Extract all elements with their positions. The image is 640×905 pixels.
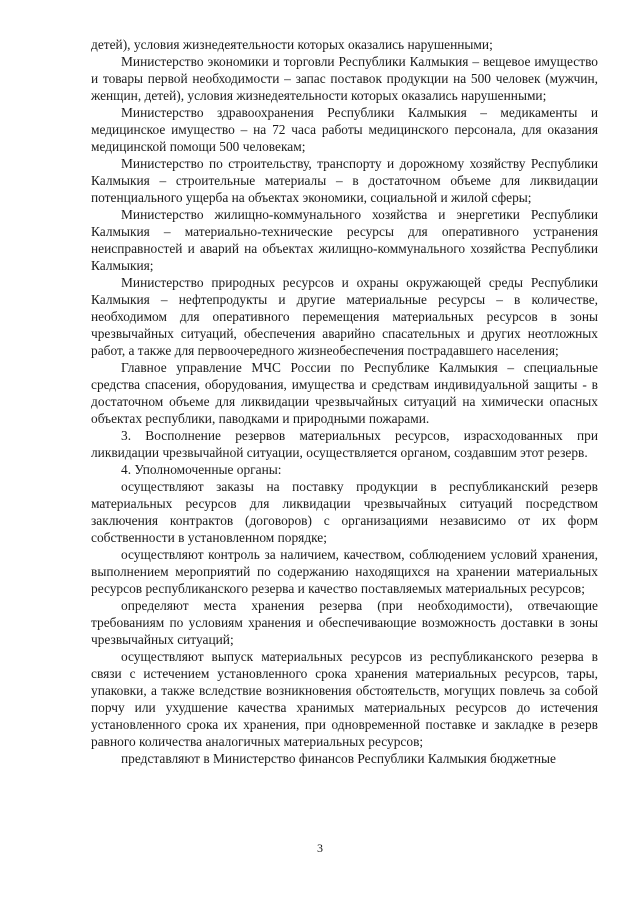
paragraph-emercom: Главное управление МЧС России по Республике Калмыкия – специальные средства спасения, оборудования, имущества и средствам индивидуальной защиты - в достаточном объеме для ликвидации чрезвычайных ситуаций на химически опасных объектах республики, паводками и природными пожарами. — [91, 360, 598, 426]
paragraph-ministry-economy: Министерство экономики и торговли Республики Калмыкия – вещевое имущество и товары первой необходимости – запас поставок продукции на 500 человек (мужчин, женщин, детей), условия жизнедеятельности которых оказались нарушенными; — [91, 54, 598, 103]
paragraph-continuation: детей), условия жизнедеятельности которых оказались нарушенными; — [91, 37, 493, 52]
paragraph-storage-places: определяют места хранения резерва (при необходимости), отвечающие требованиям по условиям хранения и обеспечивающие возможность доставки в зоны чрезвычайных ситуаций; — [91, 598, 598, 647]
paragraph-item-4: 4. Уполномоченные органы: — [121, 462, 282, 477]
paragraph-orders: осуществляют заказы на поставку продукции в республиканский резерв материальных ресурсов для ликвидации чрезвычайных ситуаций посредством заключения контрактов (договоров) с организациями независимо от их форм собственности в установленном порядке; — [91, 479, 598, 545]
paragraph-ministry-natural-resources: Министерство природных ресурсов и охраны окружающей среды Республики Калмыкия – нефтепродукты и другие материальные ресурсы – в количестве, необходимом для оперативного перемещения материальных ресурсов в зоны чрезвычайных ситуаций, обеспечения аварийно спасательных и других неотложных работ, а также для первоочередного жизнеобеспечения пострадавшего населения; — [91, 275, 598, 358]
paragraph-ministry-housing: Министерство жилищно-коммунального хозяйства и энергетики Республики Калмыкия – материально-технические ресурсы для оперативного устранения неисправностей и аварий на объектах жилищно-коммунального хозяйства Республики Калмыкия; — [91, 207, 598, 273]
paragraph-ministry-health: Министерство здравоохранения Республики Калмыкия – медикаменты и медицинское имущество – на 72 часа работы медицинского персонала, для оказания медицинской помощи 500 человекам; — [91, 105, 598, 154]
body-text — [91, 36, 598, 767]
paragraph-reports: представляют в Министерство финансов Республики Калмыкия бюджетные — [121, 751, 556, 766]
paragraph-item-3: 3. Восполнение резервов материальных ресурсов, израсходованных при ликвидации чрезвычайной ситуации, осуществляется органом, создавшим этот резерв. — [91, 428, 598, 460]
paragraph-control: осуществляют контроль за наличием, качеством, соблюдением условий хранения, выполнением мероприятий по содержанию находящихся на хранении материальных ресурсов республиканского резерва и качество поставляемых материальных ресурсов; — [91, 547, 598, 596]
paragraph-ministry-construction: Министерство по строительству, транспорту и дорожному хозяйству Республики Калмыкия – строительные материалы – в достаточном объеме для ликвидации потенциального ущерба на объектах экономики, социальной и жилой сферы; — [91, 156, 598, 205]
page-number: 3 — [317, 841, 323, 855]
paragraph-release: осуществляют выпуск материальных ресурсов из республиканского резерва в связи с истечением установленного срока хранения материальных ресурсов, тары, упаковки, а также вследствие возникновения обстоятельств, могущих повлечь за собой порчу или ухудшение качества хранимых материальных ресурсов до истечения установленного срока их хранения, при одновременной поставке и закладке в резерв равного количества аналогичных материальных ресурсов; — [91, 649, 598, 749]
